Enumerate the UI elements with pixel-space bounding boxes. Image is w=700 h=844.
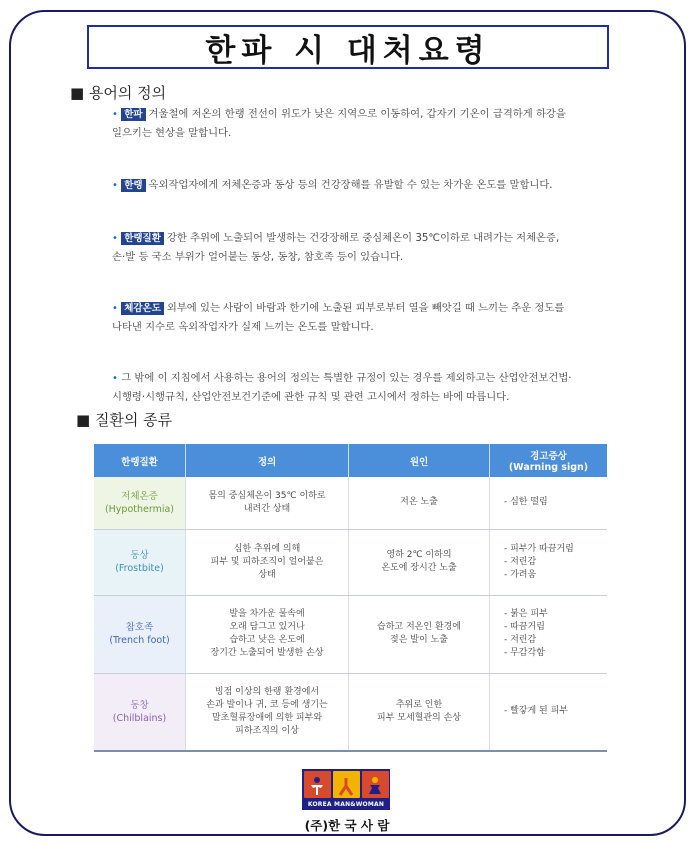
header-warning-en: (Warning sign) [508, 462, 589, 473]
definition-line: 피하조직의 이상 [235, 725, 299, 736]
section-heading-diseases: ■ 질환의 종류 [76, 411, 173, 429]
disease-name-ko: 동창 [130, 699, 149, 711]
header-cause: 원인 [349, 444, 490, 477]
warning-cell [490, 477, 608, 529]
header-warning-ko: 경고증상 [530, 451, 567, 462]
bullet-icon: • [112, 180, 118, 191]
woman-figure-icon [367, 776, 383, 796]
section-heading-terms: ■ 용어의 정의 [70, 84, 167, 102]
definition-cell [186, 477, 349, 529]
term-text-line1: 겨울철에 저온의 한랭 전선이 위도가 낮은 지역으로 이동하여, 갑자기 기온이 급격하게 하강을 [148, 108, 566, 120]
term-item [112, 105, 602, 142]
cause-cell [349, 529, 490, 595]
definition-line: 말초혈류장애에 의한 피부와 [211, 712, 323, 723]
definition-line: 손과 발이나 귀, 코 등에 생기는 [206, 699, 328, 710]
header-definition: 정의 [186, 444, 349, 477]
cause-cell [349, 595, 490, 673]
disease-name-ko: 참호족 [125, 622, 154, 633]
page-title: 한파 시 대처요령 [205, 32, 491, 69]
definition-line: 상태 [258, 569, 276, 580]
note-text-line1: 그 밖에 이 지침에서 사용하는 용어의 정의는 특별한 규정이 있는 경우를 제외하고는 산업안전보건법· [121, 372, 572, 384]
cause-line: 추위로 인한 [395, 699, 443, 710]
warning-line: - 심한 떨림 [504, 497, 548, 508]
definition-cell [186, 673, 349, 751]
term-text-line1: 외부에 있는 사람이 바람과 한기에 노출된 피부로부터 열을 빼앗길 때 느끼는 추운 정도를 [166, 302, 565, 314]
term-text-line2: 나타낸 지수로 옥외작업자가 실제 느끼는 온도를 말합니다. [112, 321, 374, 333]
bullet-icon: • [112, 303, 118, 314]
cause-cell [349, 477, 490, 529]
table-row [94, 477, 607, 529]
disease-name-cell [94, 477, 186, 529]
bullet-icon: • [112, 233, 118, 244]
warning-line: - 저린감 [504, 556, 537, 567]
warning-cell [490, 595, 608, 673]
person-figure-icon [338, 776, 354, 796]
definition-cell [186, 529, 349, 595]
term-item [112, 299, 602, 336]
man-figure-icon [309, 776, 325, 796]
table-row [94, 595, 607, 673]
warning-line: - 따끔거림 [504, 622, 545, 632]
definition-cell [186, 595, 349, 673]
disease-name-en: (Hypothermia) [104, 503, 175, 515]
company-name: (주)한 국 사 람 [304, 818, 390, 833]
term-item [112, 229, 602, 266]
cause-line: 영하 2℃ 이하의 [386, 550, 452, 560]
disease-name-cell [94, 673, 186, 751]
definition-line: 빙점 이상의 한랭 환경에서 [214, 686, 320, 697]
warning-cell [490, 529, 608, 595]
disease-name-ko: 동상 [130, 550, 149, 561]
term-tag: 한랭 [121, 179, 145, 192]
warning-line: - 피부가 따끔거림 [504, 543, 574, 554]
term-tag: 한랭질환 [121, 232, 164, 245]
definition-line: 내려간 상태 [243, 503, 291, 514]
warning-line: - 빨갛게 된 피부 [504, 706, 568, 717]
term-text-line2: 손·발 등 국소 부위가 얼어붙는 동상, 동창, 참호족 등이 있습니다. [112, 251, 404, 263]
definition-line: 오래 담그고 있거나 [229, 622, 305, 632]
term-text-line1: 옥외작업자에게 저체온증과 동상 등의 건강장해를 유발할 수 있는 차가운 온도를 말합니다. [148, 179, 553, 191]
term-text-line2: 일으키는 현상을 말합니다. [112, 127, 232, 139]
header-disease: 한랭질환 [94, 444, 186, 477]
disease-name-en: (Frostbite) [115, 563, 164, 574]
logo-tile-left [304, 771, 331, 798]
cause-line: 젖은 발이 노출 [390, 635, 448, 645]
table-row [94, 673, 607, 751]
definition-line: 장기간 노출되어 발생한 손상 [210, 648, 324, 658]
warning-line: - 저린감 [504, 635, 537, 645]
bullet-icon: • [112, 373, 118, 384]
term-tag: 체감온도 [121, 302, 164, 315]
definition-line: 몸의 중심체온이 35℃ 이하로 [208, 490, 326, 501]
term-text-line1: 강한 추위에 노출되어 발생하는 건강장해로 중심체온이 35℃이하로 내려가는 저체온증, [166, 232, 560, 244]
logo-caption: KOREA MAN&WOMAN [307, 801, 385, 808]
disease-table [94, 444, 607, 752]
header-warning-sign [490, 444, 608, 477]
logo-tile-right [362, 771, 389, 798]
definition-line: 발을 차가운 물속에 [229, 609, 305, 619]
term-tag: 한파 [121, 108, 145, 121]
bullet-icon: • [112, 109, 118, 120]
cause-line: 습하고 저온인 환경에 [377, 622, 461, 632]
note-text-line2: 시행령·시행규칙, 산업안전보건기준에 관한 규칙 및 관련 고시에서 정하는 바에 따릅니다. [112, 391, 510, 403]
table-header-row [94, 444, 607, 477]
disease-name-ko: 저체온증 [121, 490, 158, 502]
disease-name-cell [94, 529, 186, 595]
cause-cell [349, 673, 490, 751]
disease-name-en: (Trench foot) [109, 635, 170, 646]
table-row [94, 529, 607, 595]
cause-line: 피부 모세혈관의 손상 [377, 712, 461, 723]
warning-line: - 가려움 [504, 569, 537, 580]
title-box [87, 25, 609, 69]
disease-name-en: (Chilblains) [112, 712, 167, 724]
definition-line: 습하고 낮은 온도에 [229, 635, 305, 645]
definition-line: 심한 추위에 의해 [233, 543, 301, 554]
definition-line: 피부 및 피하조직이 얼어붙은 [210, 556, 324, 567]
warning-line: - 붉은 피부 [504, 609, 548, 619]
note-item [112, 369, 602, 406]
disease-name-cell [94, 595, 186, 673]
logo-tile-center [333, 771, 360, 798]
cause-line: 온도에 장시간 노출 [381, 563, 457, 573]
warning-cell [490, 673, 608, 751]
cause-line: 저온 노출 [400, 497, 438, 508]
term-item [112, 176, 602, 195]
warning-line: - 무감각함 [504, 648, 545, 658]
